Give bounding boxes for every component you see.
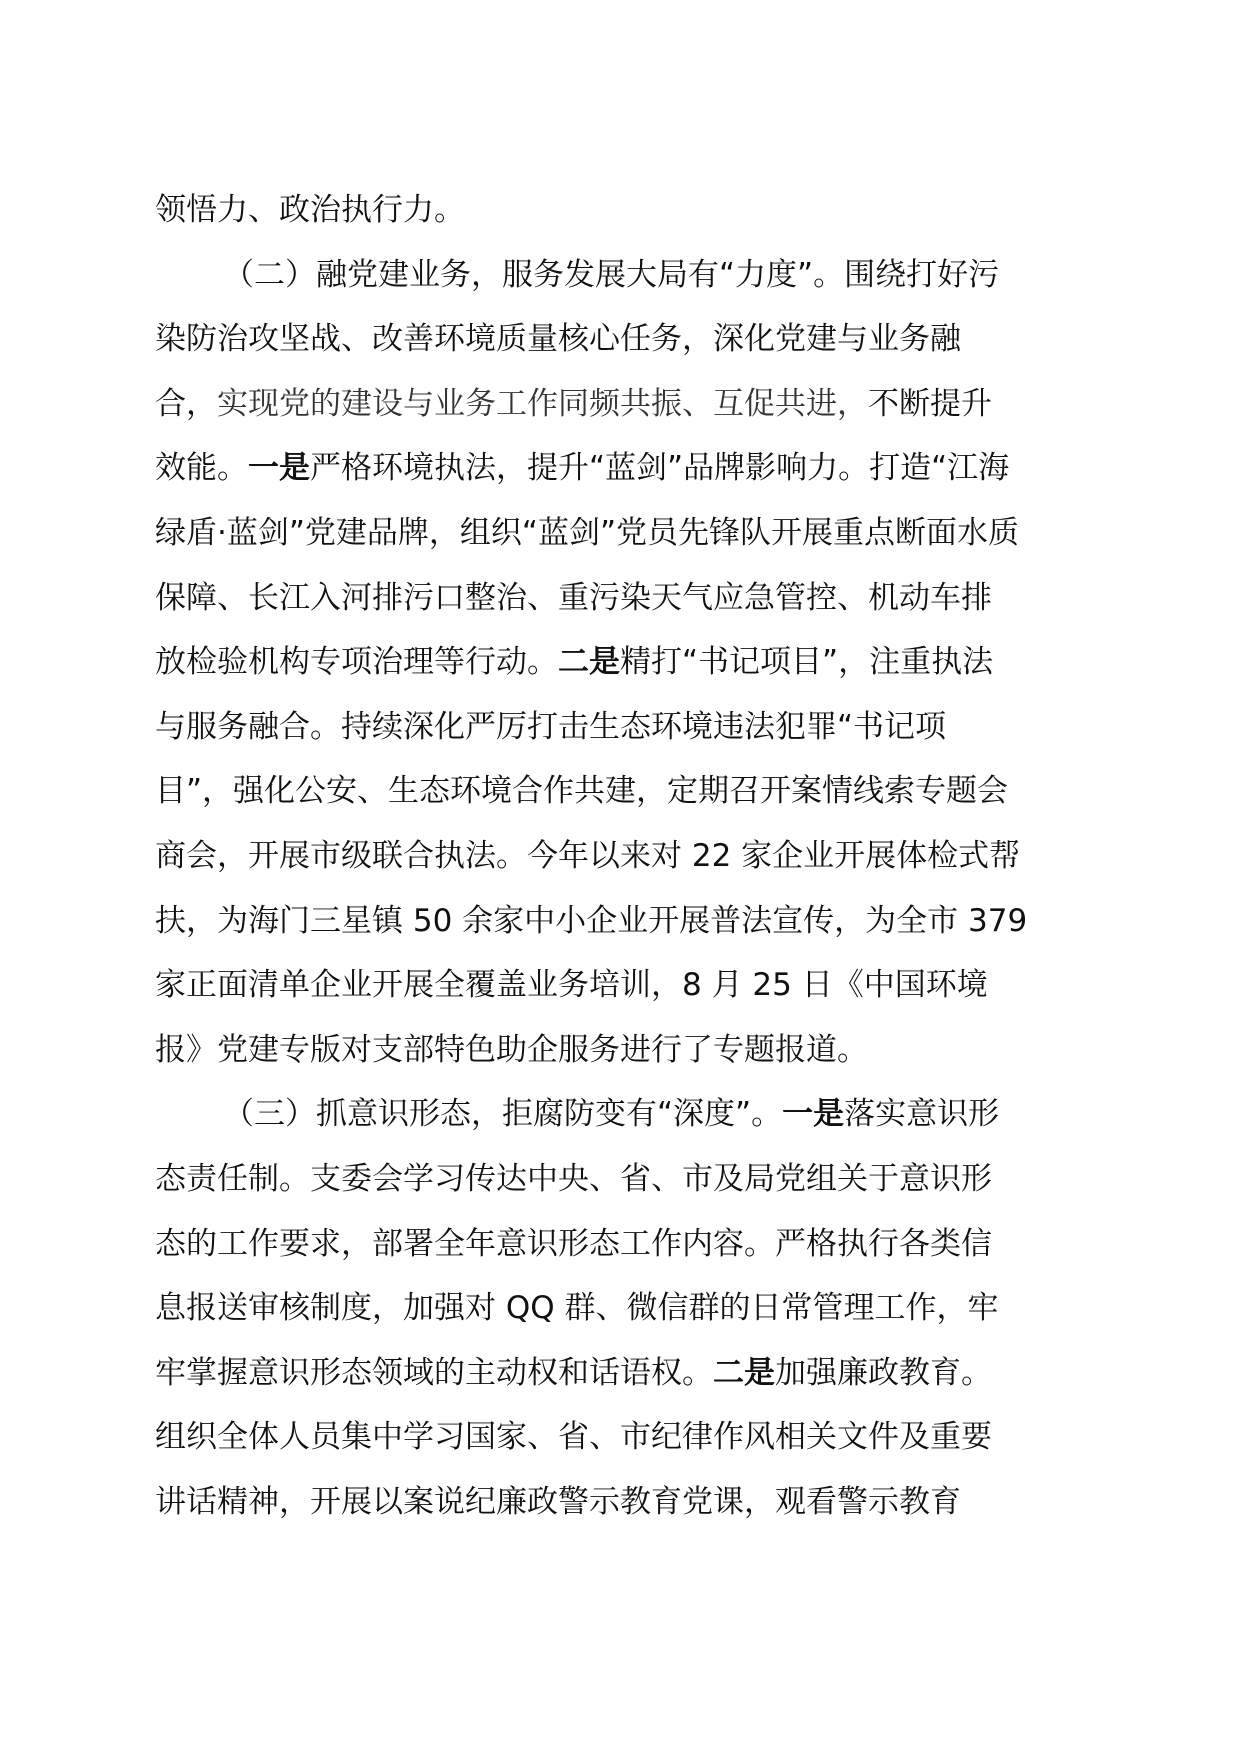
serif-text-run: 实现党的建设与业务工作同频共振、互促共进， (217, 385, 868, 422)
text-line (155, 1147, 1095, 1212)
text-run: 态的工作要求，部署全年意识形态工作内容。严格执行各类信 (155, 1225, 992, 1262)
text-run: 精打“书记项目”，注重执法 (620, 644, 994, 681)
text-run: 组织全体人员集中学习国家、省、市纪律作风相关文件及重要 (155, 1419, 992, 1456)
text-run: 不断提升 (868, 385, 992, 422)
text-run: （二）融党建业务，服务发展大局有“力度”。围绕打好污 (223, 256, 1000, 293)
text-run: 保障、长江入河排污口整治、重污染天气应急管控、机动车排 (155, 579, 992, 616)
text-run: 加强廉政教育。 (775, 1354, 992, 1391)
text-line (155, 630, 1095, 695)
section-heading-3 (155, 1082, 1095, 1147)
text-run: （三）抓意识形态，拒腐防变有“深度”。 (223, 1096, 783, 1133)
text-run: 息报送审核制度，加强对 QQ 群、微信群的日常管理工作，牢 (155, 1290, 999, 1327)
bold-marker: 二是 (713, 1354, 775, 1391)
text-run: 家正面清单企业开展全覆盖业务培训，8 月 25 日《中国环境 (155, 967, 988, 1004)
text-run: 领悟力、政治执行力。 (155, 192, 465, 228)
text-line (155, 695, 1095, 760)
text-line (155, 1341, 1095, 1406)
text-line (155, 1212, 1095, 1277)
text-line (155, 1276, 1095, 1341)
text-line (155, 1018, 1095, 1083)
document-body (155, 178, 1095, 1534)
text-run: 态责任制。支委会学习传达中央、省、市及局党组关于意识形 (155, 1160, 992, 1197)
text-run: 放检验机构专项治理等行动。 (155, 644, 558, 681)
text-line (155, 953, 1095, 1018)
text-run: 报》党建专版对支部特色助企服务进行了专题报道。 (155, 1031, 868, 1068)
text-line (155, 759, 1095, 824)
text-run: 严格环境执法，提升“蓝剑”品牌影响力。打造“江海 (310, 450, 1010, 487)
section-heading-2 (155, 243, 1095, 308)
bold-marker: 一是 (782, 1096, 845, 1133)
text-line (155, 824, 1095, 889)
text-run: 效能。 (155, 450, 248, 487)
bold-marker: 二是 (558, 644, 620, 681)
text-line (155, 1470, 1095, 1535)
text-line (155, 436, 1095, 501)
text-line (155, 1405, 1095, 1470)
text-run: 目”，强化公安、生态环境合作共建，定期召开案情线索专题会 (155, 773, 1009, 810)
text-run: 商会，开展市级联合执法。今年以来对 22 家企业开展体检式帮 (155, 837, 1021, 874)
text-line (155, 889, 1095, 954)
text-line (155, 372, 1095, 437)
text-run: 扶，为海门三星镇 50 余家中小企业开展普法宣传，为全市 379 (155, 902, 1028, 939)
text-line (155, 178, 1095, 243)
text-run: 牢掌握意识形态领域的主动权和话语权。 (155, 1354, 713, 1391)
text-run: 合， (155, 385, 217, 422)
text-run: 绿盾·蓝剑”党建品牌，组织“蓝剑”党员先锋队开展重点断面水质 (155, 514, 1020, 551)
text-line (155, 566, 1095, 631)
text-line (155, 501, 1095, 566)
text-run: 讲话精神，开展以案说纪廉政警示教育党课，观看警示教育 (155, 1483, 961, 1520)
text-run: 落实意识形 (844, 1096, 1000, 1133)
bold-marker: 一是 (248, 450, 310, 487)
text-run: 染防治攻坚战、改善环境质量核心任务，深化党建与业务融 (155, 321, 961, 358)
text-line (155, 307, 1095, 372)
text-run: 与服务融合。持续深化严厉打击生态环境违法犯罪“书记项 (155, 708, 947, 745)
